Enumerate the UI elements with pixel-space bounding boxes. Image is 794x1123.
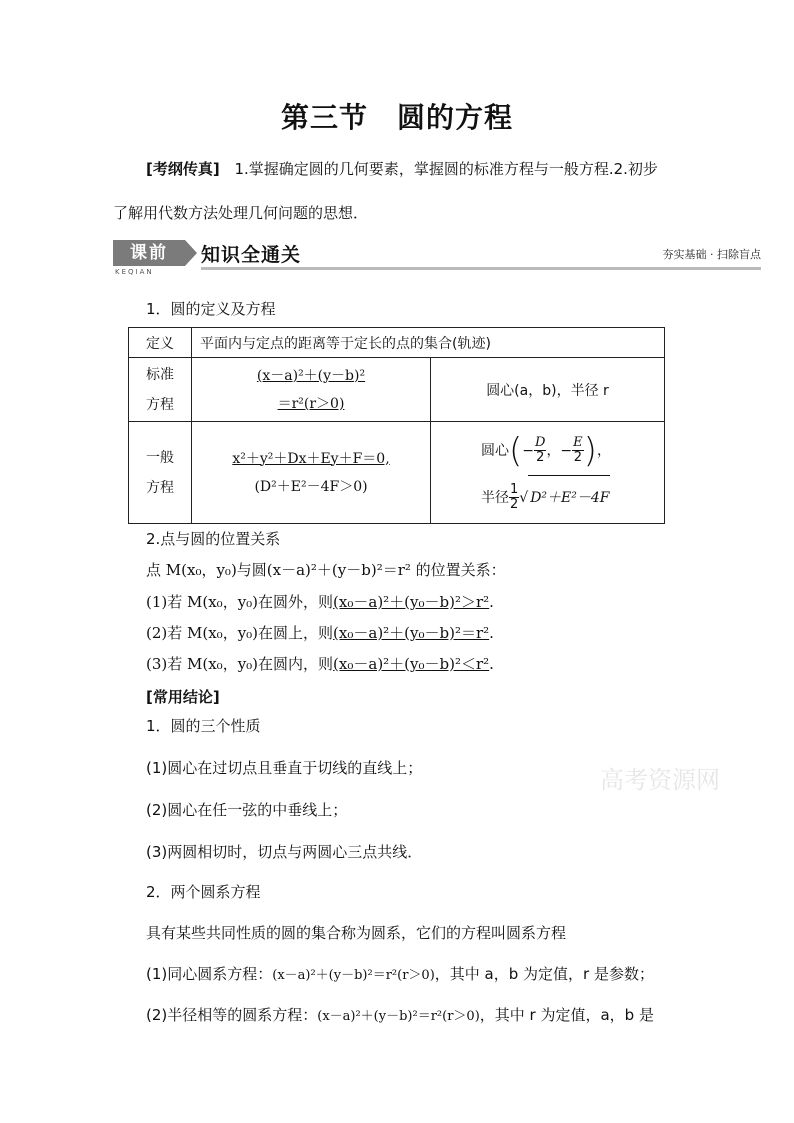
position-item-outside <box>146 591 494 612</box>
left-paren: ( <box>509 430 523 471</box>
general-center-prefix: 圆心 <box>481 442 509 459</box>
banner-title: 知识全通关 <box>201 244 302 266</box>
concentric-label: (1)同心圆系方程： <box>146 965 273 983</box>
table-definition-text: 平面内与定点的距离等于定长的点的集合(轨迹) <box>192 328 665 358</box>
circle-systems-heading: 2．两个圆系方程 <box>146 883 261 901</box>
standard-eq-line-1: (x－a)²＋(y－b)² <box>256 367 366 384</box>
section-banner <box>113 240 761 276</box>
equal-radius-equation: (x－a)²＋(y－b)²＝r²(r＞0) <box>317 1009 480 1024</box>
property-2: (2)圆心在任一弦的中垂线上； <box>146 801 348 819</box>
concentric-note: ，其中 a，b 为定值，r 是参数； <box>434 965 654 983</box>
table-label-standard <box>129 358 192 422</box>
table-label-general-1: 一般 <box>146 449 174 466</box>
table-label-general-2: 方程 <box>146 479 174 496</box>
position-item-prefix: (2)若 M(x₀，y₀)在圆上，则 <box>146 624 334 642</box>
fraction-half <box>509 483 519 512</box>
table-row-definition <box>129 328 665 358</box>
banner-badge: 课前 <box>113 240 185 266</box>
page-title: 第三节 圆的方程 <box>280 101 513 134</box>
property-1: (1)圆心在过切点且垂直于切线的直线上； <box>146 759 423 777</box>
section2-intro: 点 M(x₀，y₀)与圆(x－a)²＋(y－b)²＝r² 的位置关系： <box>146 561 506 579</box>
position-item-end: . <box>489 624 494 642</box>
section2-heading: 2.点与圆的位置关系 <box>146 530 281 548</box>
intro-text-1: 1.掌握确定圆的几何要素，掌握圆的标准方程与一般方程.2.初步 <box>234 160 658 178</box>
banner-divider <box>201 267 761 270</box>
common-conclusions-tag: [常用结论] <box>146 688 220 706</box>
fraction-d-den: 2 <box>536 450 545 465</box>
fraction-d-num: D <box>535 435 546 450</box>
position-item-end: . <box>489 593 494 611</box>
standard-eq-line-2: ＝r²(r＞0) <box>277 395 345 412</box>
equal-radius-system <box>146 1004 654 1025</box>
properties-heading: 1．圆的三个性质 <box>146 717 261 735</box>
property-3: (3)两圆相切时，切点与两圆心三点共线． <box>146 843 423 861</box>
fraction-e-den: 2 <box>573 450 583 465</box>
radius-radicand: D²＋E²－4F <box>528 475 609 520</box>
right-paren: ) <box>583 430 597 471</box>
fraction-e-num: E <box>573 435 583 450</box>
table-general-equation <box>192 422 431 524</box>
position-item-relation: (x₀－a)²＋(y₀－b)²＝r² <box>333 624 490 642</box>
position-item-relation: (x₀－a)²＋(y₀－b)²＜r² <box>333 655 490 673</box>
banner-badge-sub: KEQIAN <box>115 268 154 276</box>
table-label-standard-1: 标准 <box>146 366 174 383</box>
general-radius-line <box>481 475 664 519</box>
general-eq-line-1: x²＋y²＋Dx＋Ey＋F＝0, <box>232 450 390 467</box>
table-general-center <box>431 422 665 524</box>
fraction-e <box>572 436 584 465</box>
position-item-end: . <box>489 655 494 673</box>
fraction-half-den: 2 <box>510 497 519 512</box>
banner-subtitle: 夯实基础 · 扫除盲点 <box>662 248 761 261</box>
table-standard-center: 圆心(a，b)，半径 r <box>431 358 665 422</box>
banner-badge-arrow <box>185 240 197 266</box>
position-item-prefix: (3)若 M(x₀，y₀)在圆内，则 <box>146 655 334 673</box>
table-row-general <box>129 422 665 524</box>
sqrt-icon: √ <box>519 489 529 506</box>
intro-line-1 <box>146 158 658 179</box>
circle-systems-intro: 具有某些共同性质的圆的集合称为圆系，它们的方程叫圆系方程 <box>146 924 567 942</box>
position-item-inside <box>146 653 494 674</box>
general-eq-line-2: (D²＋E²－4F＞0) <box>254 478 368 495</box>
position-item-relation: (x₀－a)²＋(y₀－b)²＞r² <box>333 593 490 611</box>
table-label-definition: 定义 <box>129 328 192 358</box>
intro-line-2: 了解用代数方法处理几何问题的思想． <box>113 204 369 222</box>
table-standard-equation <box>192 358 431 422</box>
general-center-line: 圆心(− $\frac{D}{2}$ ，− $\frac{E}{2}$ )， <box>481 430 611 471</box>
circle-definition-table <box>128 327 665 524</box>
table-row-standard <box>129 358 665 422</box>
fraction-half-num: 1 <box>510 482 519 497</box>
section1-heading: 1．圆的定义及方程 <box>146 300 276 318</box>
watermark: 高考资源网 <box>600 766 720 794</box>
equal-radius-note: ，其中 r 为定值，a，b 是 <box>479 1006 654 1024</box>
position-item-prefix: (1)若 M(x₀，y₀)在圆外，则 <box>146 593 334 611</box>
equal-radius-label: (2)半径相等的圆系方程： <box>146 1006 318 1024</box>
fraction-d <box>534 436 546 465</box>
concentric-system <box>146 963 654 984</box>
table-label-general <box>129 422 192 524</box>
general-radius-prefix: 半径 <box>481 489 509 506</box>
table-label-standard-2: 方程 <box>146 396 174 413</box>
concentric-equation: (x－a)²＋(y－b)²＝r²(r＞0) <box>272 968 435 983</box>
position-item-on <box>146 622 494 643</box>
intro-tag: [考纲传真] <box>146 160 220 178</box>
